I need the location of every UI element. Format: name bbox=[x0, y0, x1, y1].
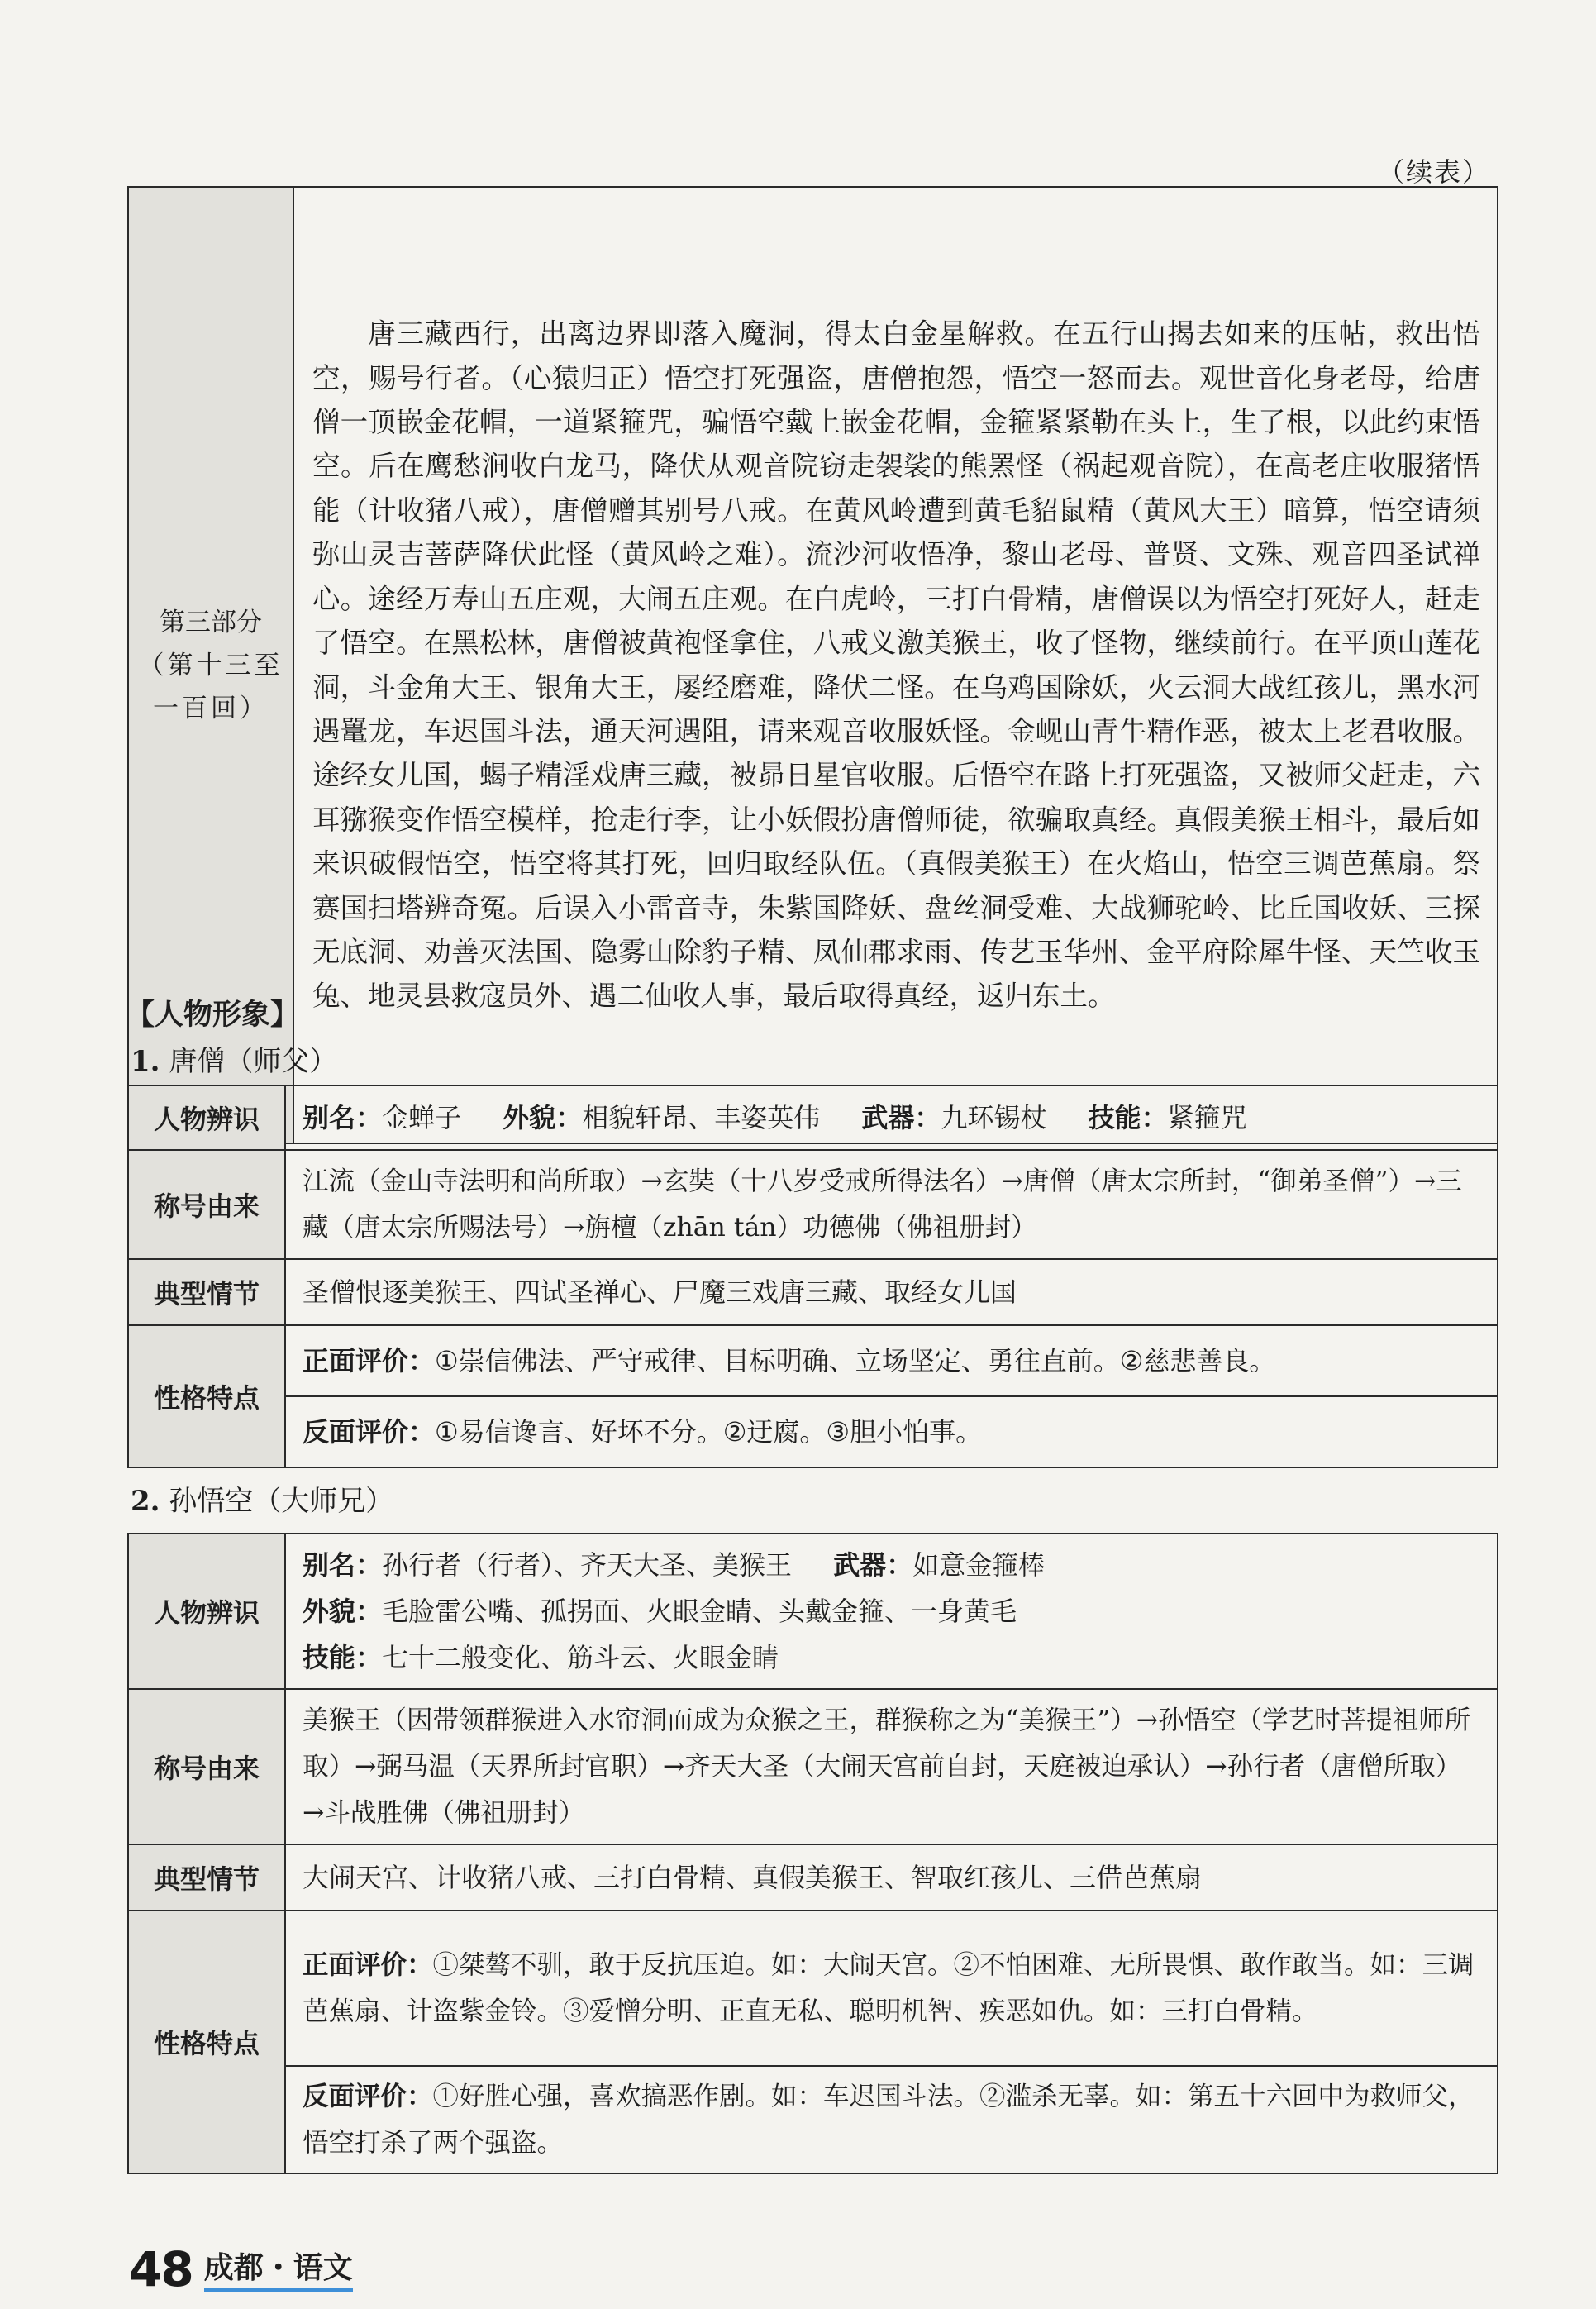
weapon-value: 如意金箍棒 bbox=[912, 1549, 1046, 1581]
title-origin-value: 美猴王（因带领群猴进入水帘洞而成为众猴之王，群猴称之为“美猴王”）→孙悟空（学艺时菩提祖师所取）→弼马温（天界所封官职）→齐天大圣（大闹天宫前自封，天庭被迫承认）→孙行者（唐僧所取）→斗战胜佛（佛祖册封） bbox=[285, 1689, 1498, 1844]
row-label-title-origin: 称号由来 bbox=[128, 1689, 285, 1844]
character-table-tangseng bbox=[127, 1085, 1498, 1468]
title-origin-value: 江流（金山寺法明和尚所取）→玄奘（十八岁受戒所得法名）→唐僧（唐太宗所封，“御弟圣僧”）→三藏（唐太宗所赐法号）→旃檀（zhān tán）功德佛（佛祖册封） bbox=[285, 1150, 1498, 1259]
page-number: 48 bbox=[129, 2241, 193, 2297]
negative-eval-key: 反面评价： bbox=[303, 1416, 436, 1448]
alias-key: 别名： bbox=[303, 1549, 383, 1581]
skill-value: 七十二般变化、筋斗云、火眼金睛 bbox=[382, 1642, 779, 1673]
row-label-traits: 性格特点 bbox=[128, 1325, 285, 1467]
identify-cell bbox=[285, 1534, 1498, 1689]
appearance-value: 毛脸雷公嘴、孤拐面、火眼金睛、头戴金箍、一身黄毛 bbox=[382, 1596, 1017, 1627]
plot-value: 大闹天宫、计收猪八戒、三打白骨精、真假美猴王、智取红孩儿、三借芭蕉扇 bbox=[285, 1844, 1498, 1911]
weapon-key: 武器： bbox=[833, 1549, 913, 1581]
skill-value: 紧箍咒 bbox=[1167, 1102, 1247, 1133]
negative-eval-cell bbox=[285, 1396, 1498, 1467]
weapon-key: 武器： bbox=[861, 1102, 941, 1133]
character-heading-sunwukong bbox=[131, 1478, 393, 1519]
identify-cell bbox=[285, 1085, 1498, 1150]
character-heading-tangseng bbox=[131, 1038, 337, 1079]
alias-value: 金蝉子 bbox=[382, 1102, 462, 1133]
part3-synopsis: 唐三藏西行，出离边界即落入魔洞，得太白金星解救。在五行山揭去如来的压帖，救出悟空，赐号行者。（心猿归正）悟空打死强盗，唐僧抱怨，悟空一怒而去。观世音化身老母，给唐僧一顶嵌金花帽，一道紧箍咒，骗悟空戴上嵌金花帽，金箍紧紧勒在头上，生了根，以此约束悟空。后在鹰愁涧收白龙马，降伏从观音院窃走袈裟的熊罴怪（祸起观音院），在高老庄收服猪悟能（计收猪八戒），唐僧赠其别号八戒。在黄风岭遭到黄毛貂鼠精（黄风大王）暗算，悟空请须弥山灵吉菩萨降伏此怪（黄风岭之难）。流沙河收悟净，黎山老母、普贤、文殊、观音四圣试禅心。途经万寿山五庄观，大闹五庄观。在白虎岭，三打白骨精，唐僧误以为悟空打死好人，赶走了悟空。在黑松林，唐僧被黄袍怪拿住，八戒义激美猴王，收了怪物，继续前行。在平顶山莲花洞，斗金角大王、银角大王，屡经磨难，降伏二怪。在乌鸡国除妖，火云洞大战红孩儿，黑水河遇鼍龙，车迟国斗法，通天河遇阻，请来观音收服妖怪。金岘山青牛精作恶，被太上老君收服。途经女儿国，蝎子精淫戏唐三藏，被昴日星官收服。后悟空在路上打死强盗，又被师父赶走，六耳猕猴变作悟空模样，抢走行李，让小妖假扮唐僧师徒，欲骗取真经。真假美猴王相斗，最后如来识破假悟空，悟空将其打死，回归取经队伍。（真假美猴王）在火焰山，悟空三调芭蕉扇。祭赛国扫塔辨奇冤。后误入小雷音寺，朱紫国降妖、盘丝洞受难、大战狮驼岭、比丘国收妖、三探无底洞、劝善灭法国、隐雾山除豹子精、凤仙郡求雨、传艺玉华州、金平府除犀牛怪、天竺收玉兔、地灵县救寇员外、遇二仙收人事，最后取得真经，返归东土。 bbox=[312, 317, 1480, 1013]
continued-label: （续表） bbox=[1377, 156, 1490, 188]
book-title: 成都・语文 bbox=[204, 2250, 353, 2292]
weapon-value: 九环锡杖 bbox=[941, 1102, 1047, 1133]
character-number: 2. bbox=[131, 1485, 160, 1518]
negative-eval-key: 反面评价： bbox=[303, 2082, 433, 2111]
positive-eval-value: ①桀骜不驯，敢于反抗压迫。如：大闹天宫。②不怕困难、无所畏惧、敢作敢当。如：三调芭蕉扇、计盗紫金铃。③爱憎分明、正直无私、聪明机智、疾恶如仇。如：三打白骨精。 bbox=[303, 1950, 1475, 2026]
section-heading-characters: 【人物形象】 bbox=[126, 999, 300, 1032]
skill-key: 技能： bbox=[1088, 1102, 1168, 1133]
negative-eval-cell bbox=[285, 2066, 1498, 2173]
plot-value: 圣僧恨逐美猴王、四试圣禅心、尸魔三戏唐三藏、取经女儿国 bbox=[285, 1259, 1498, 1325]
character-number: 1. bbox=[131, 1045, 160, 1078]
row-label-plot: 典型情节 bbox=[128, 1259, 285, 1325]
positive-eval-cell bbox=[285, 1325, 1498, 1396]
positive-eval-key: 正面评价： bbox=[303, 1950, 433, 1980]
page-footer bbox=[129, 2241, 353, 2297]
part3-content-cell bbox=[293, 187, 1498, 1143]
appearance-key: 外貌： bbox=[303, 1596, 383, 1627]
appearance-key: 外貌： bbox=[503, 1102, 583, 1133]
character-name: 孙悟空 bbox=[169, 1485, 254, 1518]
part3-chapter-range: （第十三至一百回） bbox=[138, 650, 283, 723]
row-label-identify: 人物辨识 bbox=[128, 1085, 285, 1150]
synopsis-table-part3 bbox=[127, 186, 1498, 1144]
part3-label: 第三部分 bbox=[160, 607, 262, 637]
row-label-traits: 性格特点 bbox=[128, 1911, 285, 2173]
alias-value: 孙行者（行者）、齐天大圣、美猴王 bbox=[382, 1549, 793, 1581]
positive-eval-key: 正面评价： bbox=[303, 1345, 436, 1376]
character-table-sunwukong bbox=[127, 1533, 1498, 2174]
appearance-value: 相貌轩昂、丰姿英伟 bbox=[582, 1102, 821, 1133]
skill-key: 技能： bbox=[303, 1642, 383, 1673]
negative-eval-value: ①好胜心强，喜欢搞恶作剧。如：车迟国斗法。②滥杀无辜。如：第五十六回中为救师父，悟空打杀了两个强盗。 bbox=[303, 2082, 1475, 2158]
row-label-plot: 典型情节 bbox=[128, 1844, 285, 1911]
character-name: 唐僧 bbox=[169, 1045, 226, 1078]
row-label-identify: 人物辨识 bbox=[128, 1534, 285, 1689]
character-role: （大师兄） bbox=[253, 1485, 394, 1518]
negative-eval-value: ①易信谗言、好坏不分。②迂腐。③胆小怕事。 bbox=[435, 1416, 983, 1448]
character-role: （师父） bbox=[225, 1045, 338, 1078]
positive-eval-cell bbox=[285, 1911, 1498, 2066]
row-label-title-origin: 称号由来 bbox=[128, 1150, 285, 1259]
alias-key: 别名： bbox=[303, 1102, 383, 1133]
positive-eval-value: ①崇信佛法、严守戒律、目标明确、立场坚定、勇往直前。②慈悲善良。 bbox=[435, 1345, 1276, 1376]
